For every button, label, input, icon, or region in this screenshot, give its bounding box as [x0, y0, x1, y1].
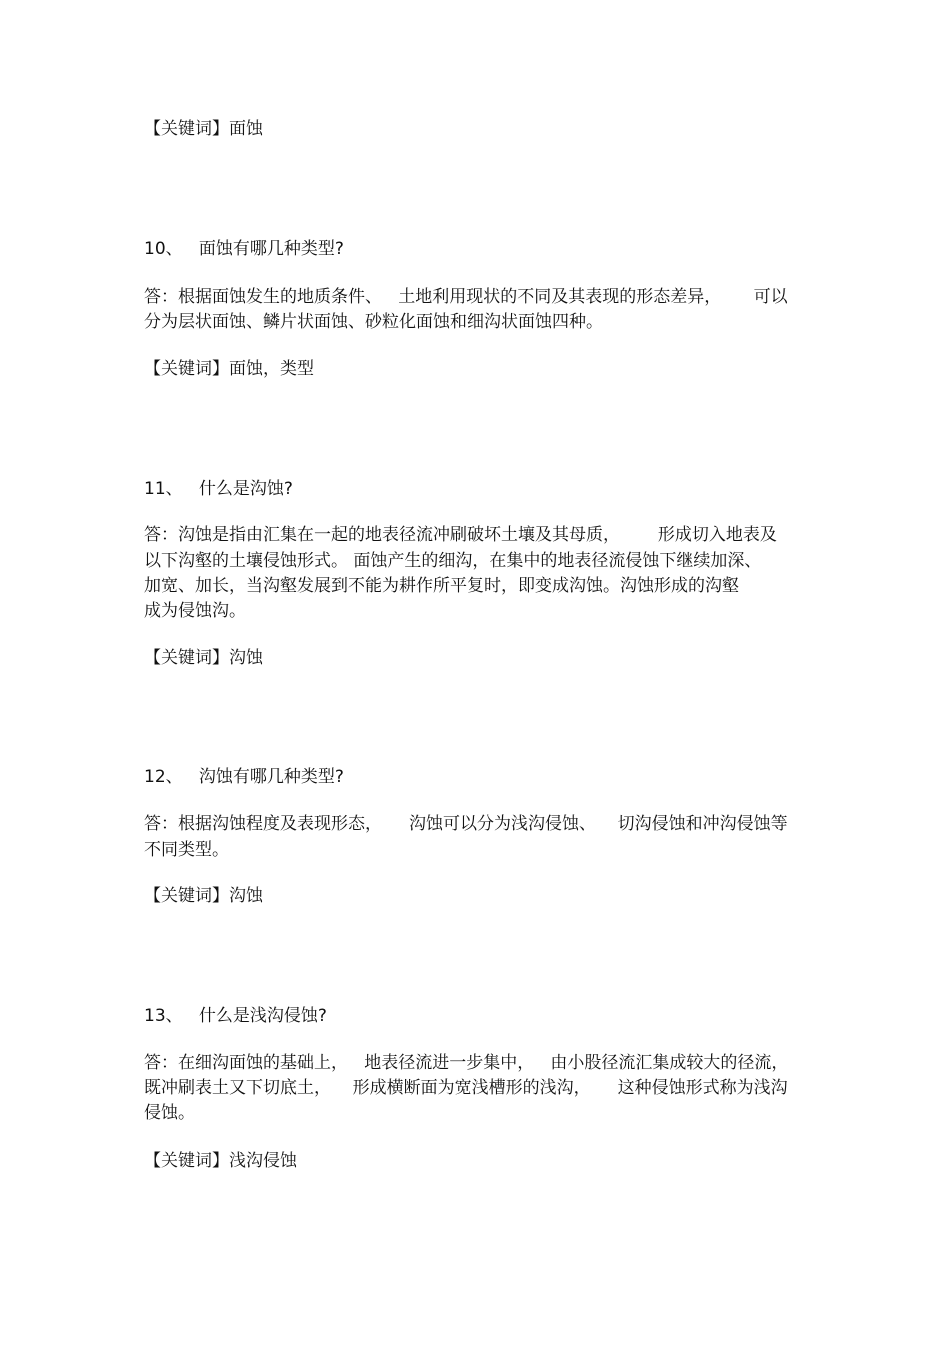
answer-12-line-1: 答：根据沟蚀程度及表现形态， 沟蚀可以分为浅沟侵蚀、 切沟侵蚀和冲沟侵蚀等	[144, 814, 788, 834]
keyword-12: 【关键词】沟蚀	[144, 886, 263, 906]
keyword-13: 【关键词】浅沟侵蚀	[144, 1151, 297, 1171]
keyword-10: 【关键词】面蚀，类型	[144, 359, 314, 379]
answer-11-line-2: 以下沟壑的土壤侵蚀形式。 面蚀产生的细沟，在集中的地表径流侵蚀下继续加深、	[144, 551, 762, 571]
question-13: 13、 什么是浅沟侵蚀?	[144, 1006, 327, 1026]
answer-11-line-1: 答：沟蚀是指由汇集在一起的地表径流冲刷破坏土壤及其母质， 形成切入地表及	[144, 525, 777, 545]
answer-11-line-3: 加宽、加长，当沟壑发展到不能为耕作所平复时，即变成沟蚀。沟蚀形成的沟壑	[144, 576, 739, 596]
answer-10-line-2: 分为层状面蚀、鳞片状面蚀、砂粒化面蚀和细沟状面蚀四种。	[144, 312, 603, 332]
answer-12-line-2: 不同类型。	[144, 840, 229, 860]
answer-13-line-3: 侵蚀。	[144, 1103, 195, 1123]
answer-13-line-1: 答：在细沟面蚀的基础上， 地表径流进一步集中， 由小股径流汇集成较大的径流，	[144, 1053, 789, 1073]
keyword-11: 【关键词】沟蚀	[144, 648, 263, 668]
answer-11-line-4: 成为侵蚀沟。	[144, 601, 246, 621]
answer-13-line-2: 既冲刷表土又下切底土， 形成横断面为宽浅槽形的浅沟， 这种侵蚀形式称为浅沟	[144, 1078, 788, 1098]
keyword-line: 【关键词】面蚀	[144, 119, 263, 139]
question-10: 10、 面蚀有哪几种类型?	[144, 239, 344, 259]
answer-10-line-1: 答：根据面蚀发生的地质条件、 土地利用现状的不同及其表现的形态差异， 可以	[144, 287, 788, 307]
question-11: 11、 什么是沟蚀?	[144, 479, 293, 499]
question-12: 12、 沟蚀有哪几种类型?	[144, 767, 344, 787]
